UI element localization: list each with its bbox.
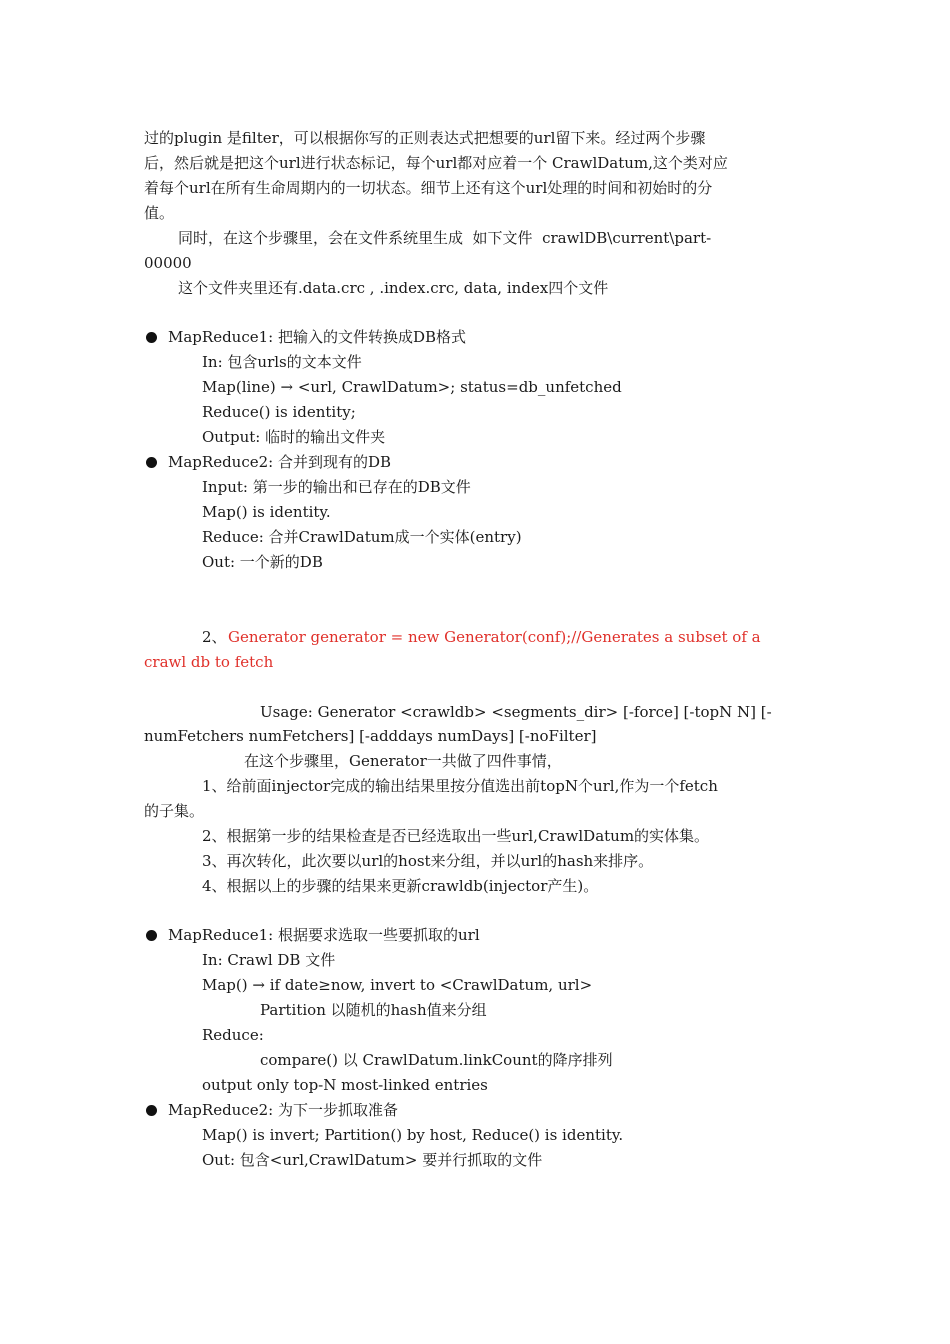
- text-line: numFetchers numFetchers] [-adddays numDays] [-noFilter]: [144, 727, 597, 745]
- text-line: Reduce:: [202, 1026, 264, 1044]
- text-line: In: Crawl DB 文件: [202, 951, 336, 969]
- text-line: Partition 以随机的hash值来分组: [260, 1001, 487, 1019]
- text-line: In: 包含urls的文本文件: [202, 353, 362, 371]
- list-item-heading: MapReduce2: 为下一步抓取准备: [168, 1101, 398, 1119]
- list-item-heading: MapReduce1: 根据要求选取一些要抓取的url: [168, 926, 480, 944]
- text-line: 的子集。: [144, 802, 205, 820]
- text-line: 3、再次转化，此次要以url的host来分组，并以url的hash来排序。: [202, 852, 654, 870]
- text-line: 同时，在这个步骤里，会在文件系统里生成 如下文件 crawlDB\current\part-: [178, 229, 712, 247]
- bullet-icon: [146, 930, 157, 941]
- code-highlight: Generator generator = new Generator(conf);//Generates a subset of a: [228, 628, 761, 646]
- list-item-heading: MapReduce2: 合并到现有的DB: [168, 453, 392, 471]
- bullet-icon: [146, 1105, 157, 1116]
- text-line: Reduce: 合并CrawlDatum成一个实体(entry): [202, 528, 522, 546]
- bullet-icon: [146, 332, 157, 343]
- bullet-icon: [146, 457, 157, 468]
- text-line: 这个文件夹里还有.data.crc , .index.crc, data, index四个文件: [178, 279, 609, 297]
- text-line: 4、根据以上的步骤的结果来更新crawldb(injector产生)。: [202, 877, 599, 895]
- text-line: 1、给前面injector完成的输出结果里按分值选出前topN个url,作为一个fetch: [202, 777, 718, 795]
- text-line: output only top-N most-linked entries: [202, 1076, 488, 1094]
- text-line: 过的plugin 是filter，可以根据你写的正则表达式把想要的url留下来。经过两个步骤: [144, 129, 706, 147]
- text-line: Map() is identity.: [202, 503, 331, 521]
- text-line: Reduce() is identity;: [202, 403, 356, 421]
- text-line: Out: 包含<url,CrawlDatum> 要并行抓取的文件: [202, 1151, 543, 1169]
- text-line: Out: 一个新的DB: [202, 553, 323, 571]
- text-line: 值。: [144, 204, 175, 222]
- text-line: Input: 第一步的输出和已存在的DB文件: [202, 478, 471, 496]
- code-highlight: crawl db to fetch: [144, 653, 274, 671]
- text-line: Map() → if date≥now, invert to <CrawlDatum, url>: [202, 976, 593, 994]
- text-line: 00000: [144, 254, 192, 272]
- text-line: 后，然后就是把这个url进行状态标记，每个url都对应着一个 CrawlDatum,这个类对应: [144, 154, 728, 172]
- text-line: Usage: Generator <crawldb> <segments_dir> [-force] [-topN N] [-: [260, 703, 772, 721]
- text-line: Output: 临时的输出文件夹: [202, 428, 386, 446]
- text-line: Map() is invert; Partition() by host, Reduce() is identity.: [202, 1126, 624, 1144]
- list-item-heading: MapReduce1: 把输入的文件转换成DB格式: [168, 328, 467, 346]
- text-line: 着每个url在所有生命周期内的一切状态。细节上还有这个url处理的时间和初始时的分: [144, 179, 713, 197]
- text-line: Map(line) → <url, CrawlDatum>; status=db_unfetched: [202, 378, 622, 396]
- step-number: 2、: [202, 628, 227, 646]
- text-line: 在这个步骤里，Generator一共做了四件事情，: [244, 752, 562, 770]
- text-line: 2、根据第一步的结果检查是否已经选取出一些url,CrawlDatum的实体集。: [202, 827, 710, 845]
- text-line: compare() 以 CrawlDatum.linkCount的降序排列: [260, 1051, 613, 1069]
